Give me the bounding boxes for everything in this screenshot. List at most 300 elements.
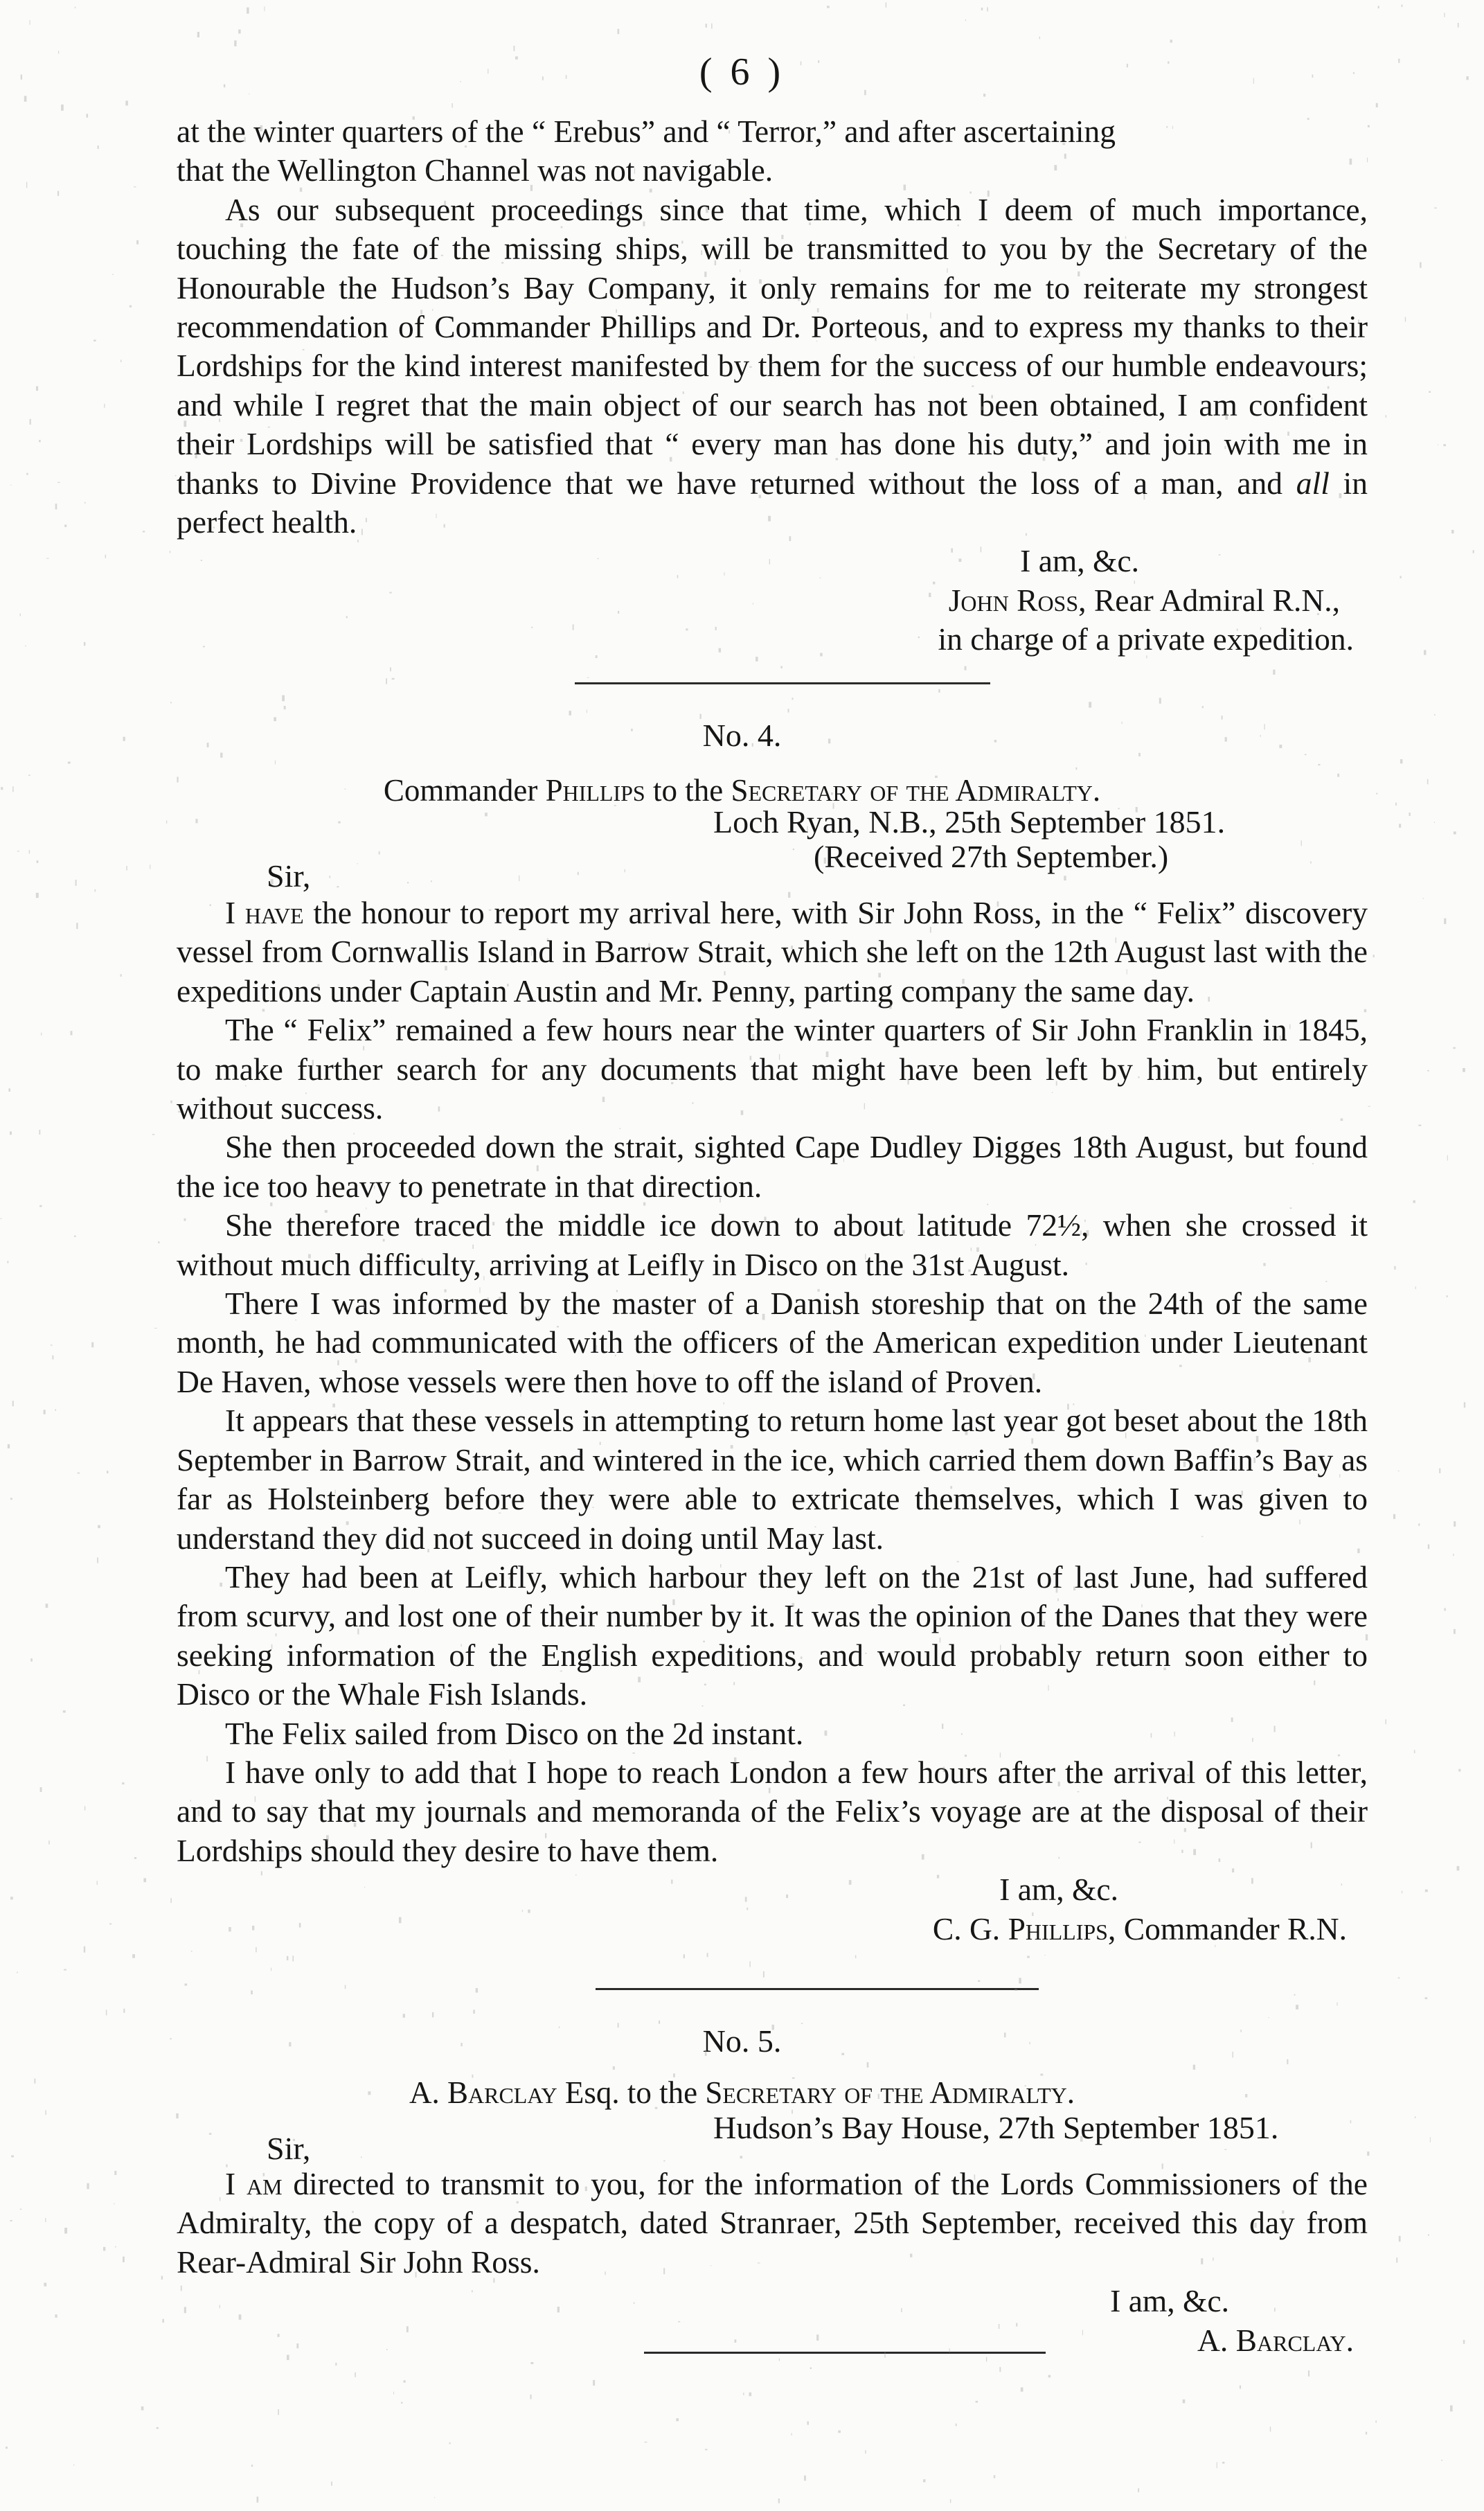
speckle: [1402, 5, 1403, 8]
speckle: [1405, 317, 1406, 322]
speckle: [1458, 1769, 1460, 1772]
speckle: [8, 1088, 10, 1092]
speckle: [530, 2395, 532, 2399]
speckle: [1193, 2065, 1195, 2070]
speckle: [275, 761, 276, 765]
speckle: [1373, 955, 1375, 957]
speckle: [45, 2110, 46, 2115]
speckle: [10, 485, 11, 486]
speckle: [956, 2424, 957, 2426]
speckle: [106, 2009, 107, 2015]
speckle: [1396, 2257, 1397, 2262]
speckle: [105, 555, 107, 558]
speckle: [104, 404, 105, 408]
speckle: [10, 1131, 12, 1135]
speckle: [238, 30, 240, 34]
speckle: [1409, 813, 1411, 816]
speckle: [1450, 2406, 1453, 2412]
speckle: [195, 819, 197, 823]
speckle: [292, 1955, 294, 1961]
page-number: ( 6 ): [699, 51, 785, 94]
speckle: [593, 2380, 595, 2386]
speckle: [788, 709, 789, 712]
speckle: [37, 860, 39, 863]
speckle: [76, 923, 78, 929]
speckle: [57, 482, 60, 483]
speckle: [1089, 702, 1091, 707]
speckle: [663, 2160, 665, 2162]
speckle: [994, 2475, 996, 2478]
speckle: [1447, 1155, 1448, 1161]
speckle: [1428, 1545, 1429, 1550]
speckle: [30, 1658, 33, 1662]
speckle: [10, 1498, 12, 1500]
speckle: [20, 2209, 22, 2210]
speckle: [1473, 550, 1474, 553]
speckle: [530, 2362, 533, 2364]
speckle: [91, 1342, 93, 1348]
speckle: [1375, 2420, 1377, 2422]
continued-line-2: that the Wellington Channel was not navigable.: [177, 152, 774, 188]
speckle: [61, 105, 64, 111]
speckle: [1418, 1523, 1420, 1526]
speckle: [1075, 768, 1077, 770]
letter-5-body: [177, 2165, 1368, 2360]
speckle: [115, 2246, 116, 2248]
speckle: [78, 1473, 80, 1474]
speckle: [1453, 1554, 1454, 1556]
speckle: [129, 305, 132, 308]
speckle: [39, 440, 41, 442]
speckle: [1430, 2137, 1431, 2142]
speckle: [338, 822, 340, 824]
speckle: [36, 387, 38, 391]
speckle: [162, 2319, 164, 2323]
speckle: [1310, 862, 1312, 864]
speckle: [1268, 2017, 1269, 2018]
speckle: [141, 2406, 144, 2411]
speckle: [1451, 530, 1454, 533]
speckle: [1447, 1295, 1448, 1297]
speckle: [867, 2062, 869, 2068]
speckle: [449, 2442, 451, 2445]
letter-5-paragraph-1: I am directed to transmit to you, for the information of the Lords Commissioners of the Admiralty, the copy of a despatch, dated Stranraer, 25th September, received this day from Rear-Admiral Sir John Ross.: [177, 2166, 1368, 2280]
speckle: [176, 2113, 178, 2118]
speckle: [161, 2276, 163, 2280]
speckle: [386, 678, 387, 684]
speckle: [251, 2465, 253, 2467]
speckle: [1429, 391, 1431, 393]
speckle: [107, 1471, 109, 1473]
speckle: [1398, 1978, 1400, 1979]
speckle: [1444, 919, 1446, 924]
speckle: [17, 1972, 18, 1973]
speckle: [807, 2422, 809, 2425]
speckle: [355, 2372, 356, 2377]
speckle: [778, 2499, 780, 2503]
speckle: [950, 2499, 951, 2503]
speckle: [126, 866, 127, 870]
speckle: [1368, 1106, 1370, 1107]
speckle: [1415, 1286, 1416, 1289]
speckle: [393, 2392, 394, 2395]
speckle: [793, 849, 794, 850]
speckle: [10, 2220, 12, 2221]
speckle: [392, 678, 395, 680]
speckle: [1159, 698, 1161, 703]
speckle: [75, 880, 77, 886]
speckle: [74, 1236, 76, 1237]
letter-4-paragraph-3: She then proceeded down the strait, sighted Cape Dudley Digges 18th August, but found the ice too heavy to penetrate in that direction.: [177, 1129, 1368, 1204]
speckle: [10, 1897, 13, 1899]
speckle: [1427, 1070, 1429, 1072]
letter-4-body: [177, 894, 1368, 1949]
speckle: [987, 8, 988, 12]
speckle: [999, 2367, 1001, 2372]
speckle: [157, 2427, 159, 2429]
speckle: [1443, 444, 1446, 446]
speckle: [1183, 2399, 1186, 2404]
speckle: [6, 2447, 8, 2449]
speckle: [191, 1951, 193, 1952]
speckle: [1027, 1956, 1030, 1958]
speckle: [804, 2476, 806, 2481]
speckle: [170, 1101, 172, 1103]
speckle: [965, 19, 966, 21]
letter-4-closing: I am, &c.: [999, 1872, 1118, 1908]
speckle: [390, 667, 391, 671]
speckle: [46, 558, 49, 559]
speckle: [485, 813, 488, 816]
speckle: [1039, 37, 1040, 39]
speckle: [1463, 1068, 1465, 1072]
speckle: [1308, 2370, 1309, 2377]
speckle: [569, 711, 572, 716]
speckle: [71, 1031, 73, 1035]
speckle: [683, 1954, 685, 1958]
speckle: [1400, 576, 1402, 578]
speckle: [136, 240, 138, 245]
speckle: [403, 2014, 405, 2018]
section-divider-2: [596, 1988, 1039, 1990]
speckle: [52, 1356, 53, 1360]
speckle: [55, 1409, 57, 1411]
speckle: [84, 1946, 85, 1953]
letter-4-place-date: Loch Ryan, N.B., 25th September 1851.: [713, 804, 1226, 840]
speckle: [780, 666, 783, 668]
speckle: [170, 702, 172, 704]
letter-4-signature: C. G. Phillips, Commander R.N.: [932, 1910, 1347, 1946]
continued-line-1: at the winter quarters of the “ Erebus” and “ Terror,” and after ascertaining: [177, 114, 1116, 149]
letter-4-paragraph-9: I have only to add that I hope to reach London a few hours after the arrival of this letter, and to say that my journals and memoranda of the Felix’s voyage are at the disposal of their Lordships should they desire to have them.: [177, 1754, 1368, 1868]
letter-4-salutation: Sir,: [267, 858, 311, 894]
speckle: [923, 2479, 926, 2482]
speckle: [170, 1898, 172, 1903]
speckle: [1434, 208, 1437, 209]
speckle: [97, 1558, 98, 1563]
speckle: [109, 1924, 111, 1925]
section-divider-3: [644, 2352, 1046, 2354]
speckle: [1367, 2151, 1369, 2156]
speckle: [1224, 2149, 1226, 2150]
speckle: [12, 1401, 14, 1406]
speckle: [404, 2380, 406, 2382]
speckle: [26, 473, 28, 475]
speckle: [1434, 822, 1435, 824]
speckle: [1273, 670, 1275, 675]
speckle: [26, 182, 27, 188]
speckle: [978, 1980, 980, 1982]
speckle: [120, 974, 122, 977]
speckle: [431, 880, 432, 882]
speckle: [84, 1806, 85, 1810]
speckle: [432, 2012, 433, 2018]
speckle: [1439, 1469, 1440, 1473]
speckle: [407, 882, 409, 883]
speckle: [1064, 876, 1066, 880]
letter-5-closing: I am, &c.: [1110, 2283, 1229, 2319]
speckle: [1170, 39, 1172, 42]
speckle: [45, 2218, 46, 2222]
speckle: [587, 677, 589, 678]
speckle: [337, 886, 339, 887]
speckle: [166, 821, 167, 824]
letter-5-signature: A. Barclay.: [1197, 2322, 1354, 2358]
speckle: [20, 614, 21, 616]
speckle: [154, 1328, 157, 1329]
speckle: [1420, 263, 1422, 268]
speckle: [1138, 2488, 1139, 2492]
speckle: [8, 1444, 10, 1448]
speckle: [1425, 1997, 1428, 1999]
speckle: [103, 2247, 105, 2251]
speckle: [1287, 2059, 1288, 2064]
speckle: [379, 851, 380, 855]
speckle: [1366, 2432, 1367, 2435]
speckle: [1444, 1608, 1445, 1611]
speckle: [810, 2368, 812, 2369]
letter-5-number: No. 5.: [702, 2023, 782, 2059]
speckle: [740, 2156, 743, 2158]
speckle: [143, 1878, 146, 1882]
speckle: [1376, 103, 1378, 107]
speckle: [707, 1953, 708, 1957]
speckle: [68, 762, 71, 764]
speckle: [123, 2257, 125, 2262]
speckle: [1425, 1890, 1428, 1892]
speckle: [1458, 23, 1459, 28]
letter-4-paragraph-4: She therefore traced the middle ice down to about latitude 72½, when she crossed it without much difficulty, arriving at Leifly in Disco on the 31st August.: [177, 1207, 1368, 1282]
speckle: [938, 689, 940, 693]
speckle: [1454, 831, 1456, 834]
letter-4-number: No. 4.: [702, 718, 782, 753]
speckle: [64, 2228, 67, 2234]
speckle: [57, 191, 59, 196]
letter-4-paragraph-6: It appears that these vessels in attempting to return home last year got beset about the 18th September in Barrow Strait, and wintered in the ice, which carried them down Baffin’s Bay as far as Holsteinberg before they were able to extricate themselves, which I was given to understand they did not succeed in doing until May last.: [177, 1403, 1368, 1556]
speckle: [257, 2496, 259, 2502]
speckle: [981, 8, 983, 10]
speckle: [282, 695, 285, 702]
speckle: [1441, 2460, 1442, 2461]
speckle: [30, 419, 31, 425]
speckle: [247, 8, 249, 14]
letter-3-paragraph: As our subsequent proceedings since that time, which I deem of much importance, touching the fate of the missing ships, will be transmitted to you by the Secretary of the Honourable the Hudson’s Bay Company, it only remains for me to reiterate my strongest recommendation of Commander Phillips and Dr. Porteous, and to express my thanks to their Lordships for the kind interest manifested by them for the success of our humble endeavours; and while I regret that the main object of our search has not been obtained, I am confident their Lordships will be satisfied that “ every man has done his duty,” and join with me in thanks to Divine Providence that we have returned without the loss of a man, and all in perfect health.: [177, 191, 1368, 540]
speckle: [827, 6, 830, 8]
speckle: [749, 1961, 750, 1967]
speckle: [1301, 840, 1302, 846]
speckle: [618, 29, 620, 35]
speckle: [7, 1261, 8, 1263]
speckle: [1393, 1514, 1395, 1519]
speckle: [705, 2449, 708, 2450]
speckle: [676, 2418, 679, 2421]
speckle: [1368, 125, 1370, 127]
letter-3-signature-role: in charge of a private expedition.: [938, 621, 1354, 657]
speckle: [251, 1991, 253, 1995]
speckle: [44, 2283, 46, 2287]
speckle: [976, 2401, 978, 2403]
speckle: [578, 872, 579, 876]
speckle: [87, 114, 89, 118]
speckle: [98, 1525, 100, 1528]
speckle: [1454, 1629, 1456, 1634]
letter-3-continuation: [177, 112, 1368, 659]
speckle: [1457, 1866, 1460, 1871]
letter-3-closing: I am, &c.: [1020, 543, 1139, 579]
speckle: [1202, 706, 1204, 708]
speckle: [1240, 2386, 1241, 2389]
speckle: [763, 1971, 765, 1978]
speckle: [158, 1241, 159, 1243]
speckle: [64, 1969, 66, 1971]
letter-5-title: A. Barclay Esq. to the Secretary of the Admiralty.: [409, 2075, 1075, 2110]
speckle: [1318, 764, 1320, 765]
speckle: [114, 2171, 116, 2175]
speckle: [706, 24, 707, 28]
speckle: [743, 2393, 744, 2395]
speckle: [331, 2482, 332, 2486]
speckle: [1463, 2340, 1465, 2344]
speckle: [1378, 6, 1379, 9]
letter-4-paragraph-8: The Felix sailed from Disco on the 2d instant.: [225, 1715, 804, 1751]
speckle: [84, 502, 85, 504]
speckle: [792, 698, 794, 700]
speckle: [613, 2066, 615, 2070]
speckle: [39, 1205, 42, 1207]
speckle: [24, 96, 27, 101]
speckle: [284, 706, 286, 709]
speckle: [93, 339, 96, 341]
speckle: [36, 893, 39, 898]
speckle: [95, 889, 96, 891]
speckle: [1305, 754, 1307, 756]
speckle: [64, 524, 66, 527]
speckle: [55, 504, 57, 509]
speckle: [965, 666, 967, 671]
speckle: [1296, 2005, 1298, 2009]
speckle: [1414, 1750, 1415, 1753]
section-divider-1: [575, 682, 990, 684]
speckle: [44, 1410, 46, 1414]
speckle: [132, 1954, 135, 1958]
speckle: [112, 274, 114, 275]
speckle: [11, 2156, 14, 2158]
speckle: [1270, 2426, 1271, 2431]
speckle: [120, 360, 121, 362]
speckle: [1021, 2388, 1023, 2392]
letter-5-place-date: Hudson’s Bay House, 27th September 1851.: [713, 2110, 1279, 2145]
speckle: [711, 24, 713, 29]
speckle: [401, 2402, 402, 2404]
speckle: [476, 1988, 478, 1993]
speckle: [345, 1985, 346, 1989]
speckle: [97, 1881, 98, 1885]
speckle: [143, 531, 145, 532]
speckle: [197, 32, 199, 37]
speckle: [1399, 824, 1401, 828]
speckle: [63, 1710, 66, 1712]
letter-4-title: Commander Phillips to the Secretary of the Admiralty.: [383, 773, 1101, 808]
speckle: [1386, 1719, 1387, 1724]
speckle: [1418, 1125, 1421, 1126]
speckle: [134, 1857, 136, 1859]
letter-4-paragraph-1: I have the honour to report my arrival here, with Sir John Ross, in the “ Felix” discovery vessel from Cornwallis Island in Barrow Strait, which she left on the 12th August last with the expeditions under Captain Austin and Mr. Penny, parting company the same day.: [177, 895, 1368, 1009]
speckle: [123, 2009, 125, 2013]
speckle: [1464, 1402, 1465, 1408]
speckle: [1453, 1047, 1455, 1049]
speckle: [122, 1782, 124, 1784]
speckle: [134, 186, 136, 187]
letter-5-salutation: Sir,: [267, 2131, 311, 2166]
speckle: [1399, 2236, 1401, 2242]
speckle: [1428, 2234, 1429, 2235]
speckle: [1294, 1994, 1296, 1996]
speckle: [287, 1956, 289, 1960]
speckle: [55, 2314, 57, 2318]
speckle: [1413, 1200, 1415, 1203]
speckle: [1350, 2120, 1352, 2124]
speckle: [125, 100, 128, 105]
speckle: [1386, 415, 1387, 418]
speckle: [865, 2450, 866, 2454]
speckle: [473, 2009, 475, 2014]
speckle: [39, 1130, 40, 1135]
letter-4-paragraph-7: They had been at Leifly, which harbour they left on the 21st of last June, had suffered from scurvy, and lost one of their number by it. It was the opinion of the Danes that they were seeking information of the English expeditions, and would probably return soon either to Disco or the Whale Fish Islands.: [177, 1559, 1368, 1712]
speckle: [278, 2409, 279, 2415]
speckle: [40, 1787, 42, 1792]
speckle: [209, 2133, 212, 2135]
letter-4-paragraph-5: There I was informed by the master of a Danish storeship that on the 24th of the same month, he had communicated with the officers of the American expedition under Lieutenant De Haven, whose vessels were then hove to off the island of Proven.: [177, 1286, 1368, 1399]
speckle: [1434, 714, 1435, 716]
speckle: [330, 876, 331, 878]
speckle: [1424, 650, 1427, 655]
speckle: [234, 40, 236, 46]
speckle: [1444, 13, 1445, 17]
speckle: [48, 1840, 50, 1845]
speckle: [749, 2393, 752, 2396]
speckle: [87, 2183, 89, 2190]
speckle: [1454, 1521, 1456, 1527]
speckle: [886, 3, 887, 8]
letter-4-received: (Received 27th September.): [814, 839, 1169, 874]
speckle: [84, 642, 86, 646]
speckle: [1048, 2375, 1051, 2378]
speckle: [46, 1604, 48, 1608]
speckle: [29, 850, 30, 853]
letter-3-signature: John Ross, Rear Admiral R.N.,: [948, 582, 1340, 618]
letter-4-paragraph-2: The “ Felix” remained a few hours near the winter quarters of Sir John Franklin in 1845, to make further search for any documents that might have been left by him, but entirely without success.: [177, 1012, 1368, 1126]
speckle: [838, 2431, 841, 2433]
